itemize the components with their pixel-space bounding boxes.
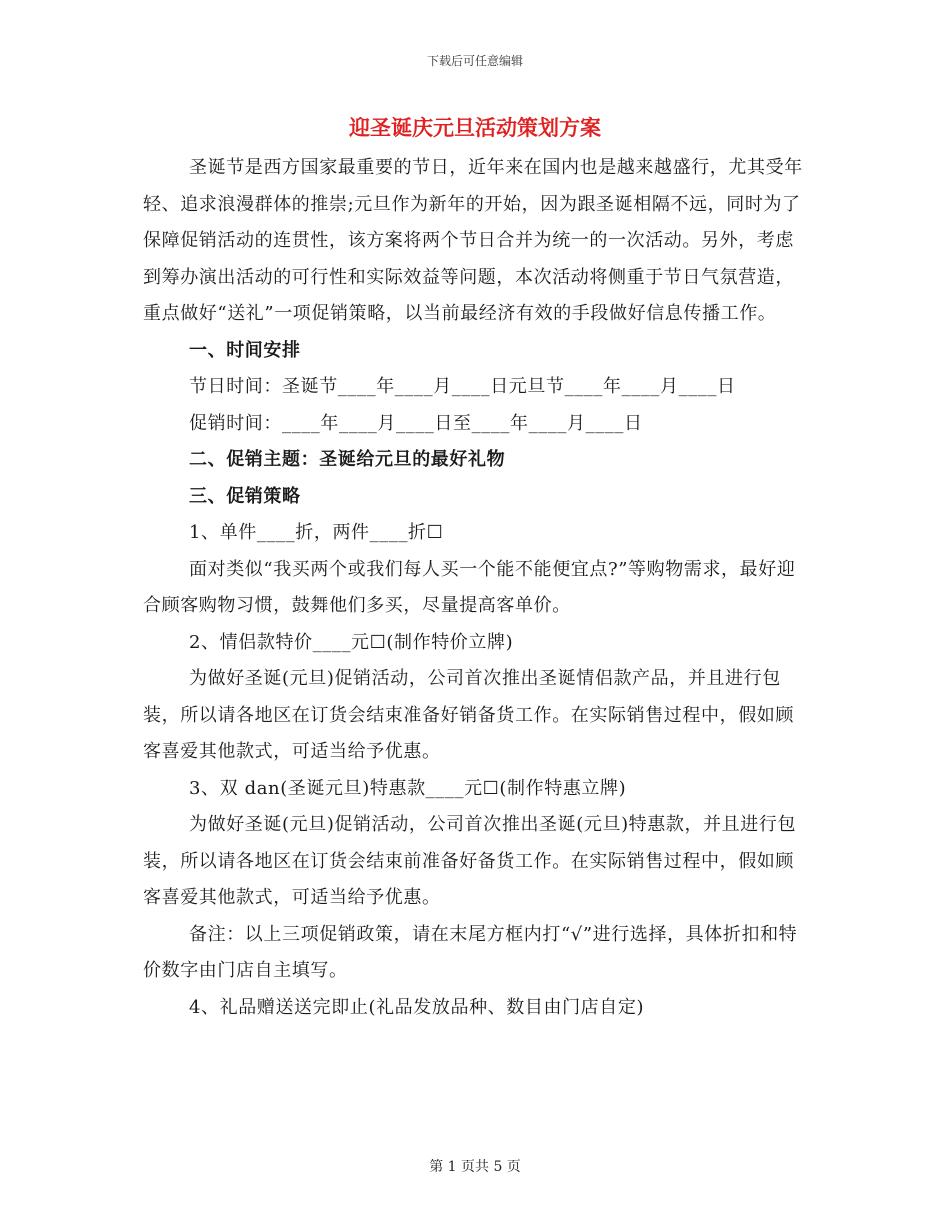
item-4-gift: 4、礼品赠送送完即止(礼品发放品种、数目由门店自定)	[189, 996, 645, 1018]
paragraph-item-3-desc: 为做好圣诞(元旦)促销活动，公司首次推出圣诞(元旦)特惠款，并且进行包装，所以请各地区在订货会结束前准备好备货工作。在实际销售过程中，假如顾客喜爱其他款式，可适当给予优惠。	[143, 814, 797, 908]
document-title: 迎圣诞庆元旦活动策划方案	[349, 115, 601, 140]
item-1-discount: 1、单件____折，两件____折☐	[189, 522, 444, 543]
item-2-couple-price: 2、情侣款特价____元☐(制作特价立牌)	[189, 631, 514, 653]
heading-promo-theme: 二、促销主题：圣诞给元旦的最好礼物	[189, 449, 506, 470]
item-3-special-price: 3、双 dan(圣诞元旦)特惠款____元☐(制作特惠立牌)	[189, 777, 627, 799]
paragraph-item-2-desc: 为做好圣诞(元旦)促销活动，公司首次推出圣诞情侣款产品，并且进行包装，所以请各地区在订货会结束准备好销备货工作。在实际销售过程中，假如顾客喜爱其他款式，可适当给予优惠。	[143, 668, 794, 762]
page-header: 下载后可任意编辑	[426, 54, 523, 68]
heading-promo-strategy: 三、促销策略	[189, 485, 301, 507]
paragraph-holiday-time: 节日时间：圣诞节____年____月____日元旦节____年____月____日	[189, 376, 736, 397]
paragraph-intro: 圣诞节是西方国家最重要的节日，近年来在国内也是越来越盛行，尤其受年轻、追求浪漫群体的推崇;元旦作为新年的开始，因为跟圣诞相隔不远，同时为了保障促销活动的连贯性，该方案将两个节日合并为统一的一次活动。另外，考虑到筹办演出活动的可行性和实际效益等问题，本次活动将侧重于节日气氛营造，重点做好“送礼”一项促销策略，以当前最经济有效的手段做好信息传播工作。	[143, 157, 803, 324]
paragraph-item-1-desc: 面对类似“我买两个或我们每人买一个能不能便宜点?”等购物需求，最好迎合顾客购物习惯，鼓舞他们多买，尽量提高客单价。	[143, 558, 796, 616]
document-body	[143, 150, 805, 1026]
paragraph-promo-time: 促销时间：____年____月____日至____年____月____日	[189, 412, 643, 434]
paragraph-note: 备注：以上三项促销政策，请在末尾方框内打“√”进行选择，具体折扣和特价数字由门店自主填写。	[143, 923, 798, 981]
heading-time-schedule: 一、时间安排	[189, 339, 301, 361]
page-footer: 第 1 页共 5 页	[429, 1159, 521, 1175]
